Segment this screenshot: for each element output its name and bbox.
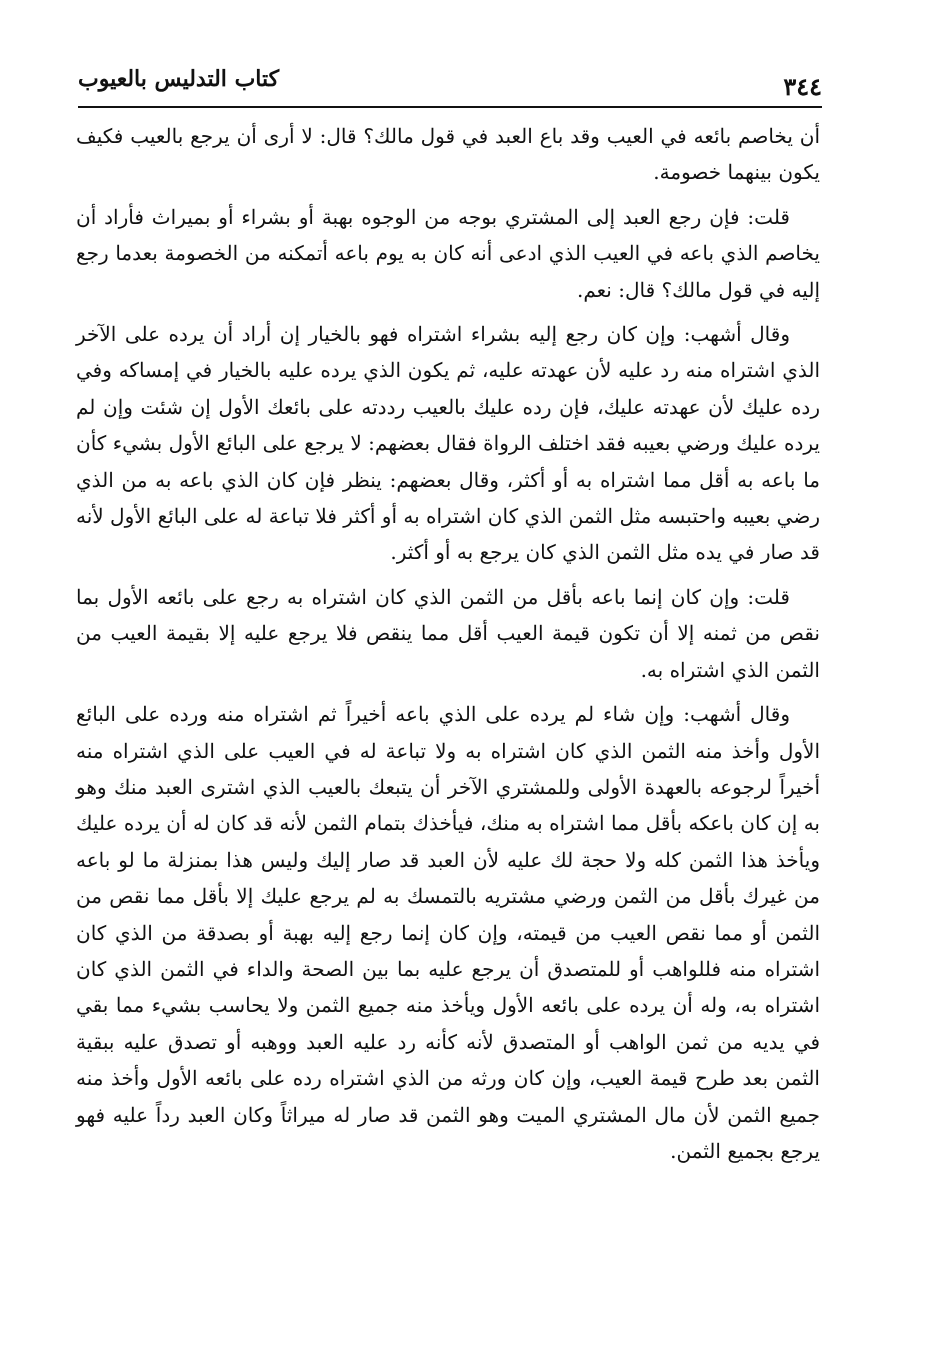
- paragraph-2: قلت: فإن رجع العبد إلى المشتري بوجه من الوجوه بهبة أو بشراء أو بميراث فأراد أن يخاصم الذي باعه في العيب الذي ادعى أنه كان به يوم باعه أتمكنه من الخصومة بعدما رجع إليه في قول مالك؟ قال: نعم.: [76, 204, 820, 302]
- paragraph-1: أن يخاصم بائعه في العيب وقد باع العبد في قول مالك؟ قال: لا أرى أن يرجع بالعيب فكيف يكون بينهما خصومة.: [76, 124, 821, 185]
- page-number: ٣٤٤: [783, 72, 822, 101]
- book-chapter-title: كتاب التدليس بالعيوب: [78, 66, 280, 92]
- paragraph-5: وقال أشهب: وإن شاء لم يرده على الذي باعه أخيراً ثم اشتراه منه ورده على البائع الأول وأخذ منه الثمن الذي كان اشتراه به ولا تباعة له في العيب على الذي اشتراه منه أخيراً لرجوعه بالعهدة الأولى وللمشتري الآخر أن يتبعك بالعيب الذي اشترى العبد منك وهو به إن كان باعكه بأقل مما اشتراه به منك، فيأخذك بتمام الثمن لأنه قد كان له أن يرده عليك ويأخذ هذا الثمن كله ولا حجة لك عليه لأن العبد قد صار إليك وليس هذا بمنزلة ما لو باعه من غيرك بأقل من الثمن ورضي مشتريه بالتمسك به لم يرجع عليك إلا بأقل مما نقص من الثمن أو مما نقص العيب من قيمته، وإن كان إنما رجع إليه بهبة أو بصدقة من الذي كان اشتراه منه فللواهب أو للمتصدق أن يرجع عليه بما بين الصحة والداء في الثمن الذي كان اشتراه به، وله أن يرده على بائعه الأول ويأخذ منه جميع الثمن ولا يحاسب بشيء مما بقي في يديه من ثمن الواهب أو المتصدق لأنه كأنه رد عليه العبد ووهبه أو تصدق عليه ببقية الثمن بعد طرح قيمة العيب، وإن كان ورثه من الذي اشتراه رده على بائعه الأول وأخذ منه جميع الثمن لأن مال المشتري الميت وهو الثمن قد صار له ميراثاً وكان العبد رداً عليه فهو يرجع بجميع الثمن.: [76, 702, 820, 1163]
- paragraph-3: وقال أشهب: وإن كان رجع إليه بشراء اشتراه فهو بالخيار إن أراد أن يرده على الآخر الذي اشتراه منه رد عليه لأن عهدته عليه، ثم يكون الذي يرده عليه بالخيار في إمساكه وفي رده عليك لأن عهدته عليك، فإن رده عليك بالعيب رددته على بائعك الأول إن شئت وإن لم يرده عليك ورضي بعيبه فقد اختلف الرواة فقال بعضهم: لا يرجع على البائع الأول بشيء كأن ما باعه به أقل مما اشتراه به أو أكثر، وقال بعضهم: ينظر فإن كان الذي باعه به من الذي رضي بعيبه واحتبسه مثل الثمن الذي كان اشتراه به أو أكثر فلا تباعة له على البائع الأول لأنه قد صار في يده مثل الثمن الذي كان يرجع به أو أكثر.: [76, 322, 820, 565]
- header-divider: [78, 106, 822, 108]
- paragraph-4: قلت: وإن كان إنما باعه بأقل من الثمن الذي كان اشتراه به رجع على بائعه الأول بما نقص من ثمنه إلا أن تكون قيمة العيب أقل مما ينقص فلا يرجع عليه إلا بقيمة العيب من الثمن الذي اشتراه به.: [76, 584, 820, 682]
- running-header: [78, 60, 822, 100]
- body-text: [76, 118, 820, 1177]
